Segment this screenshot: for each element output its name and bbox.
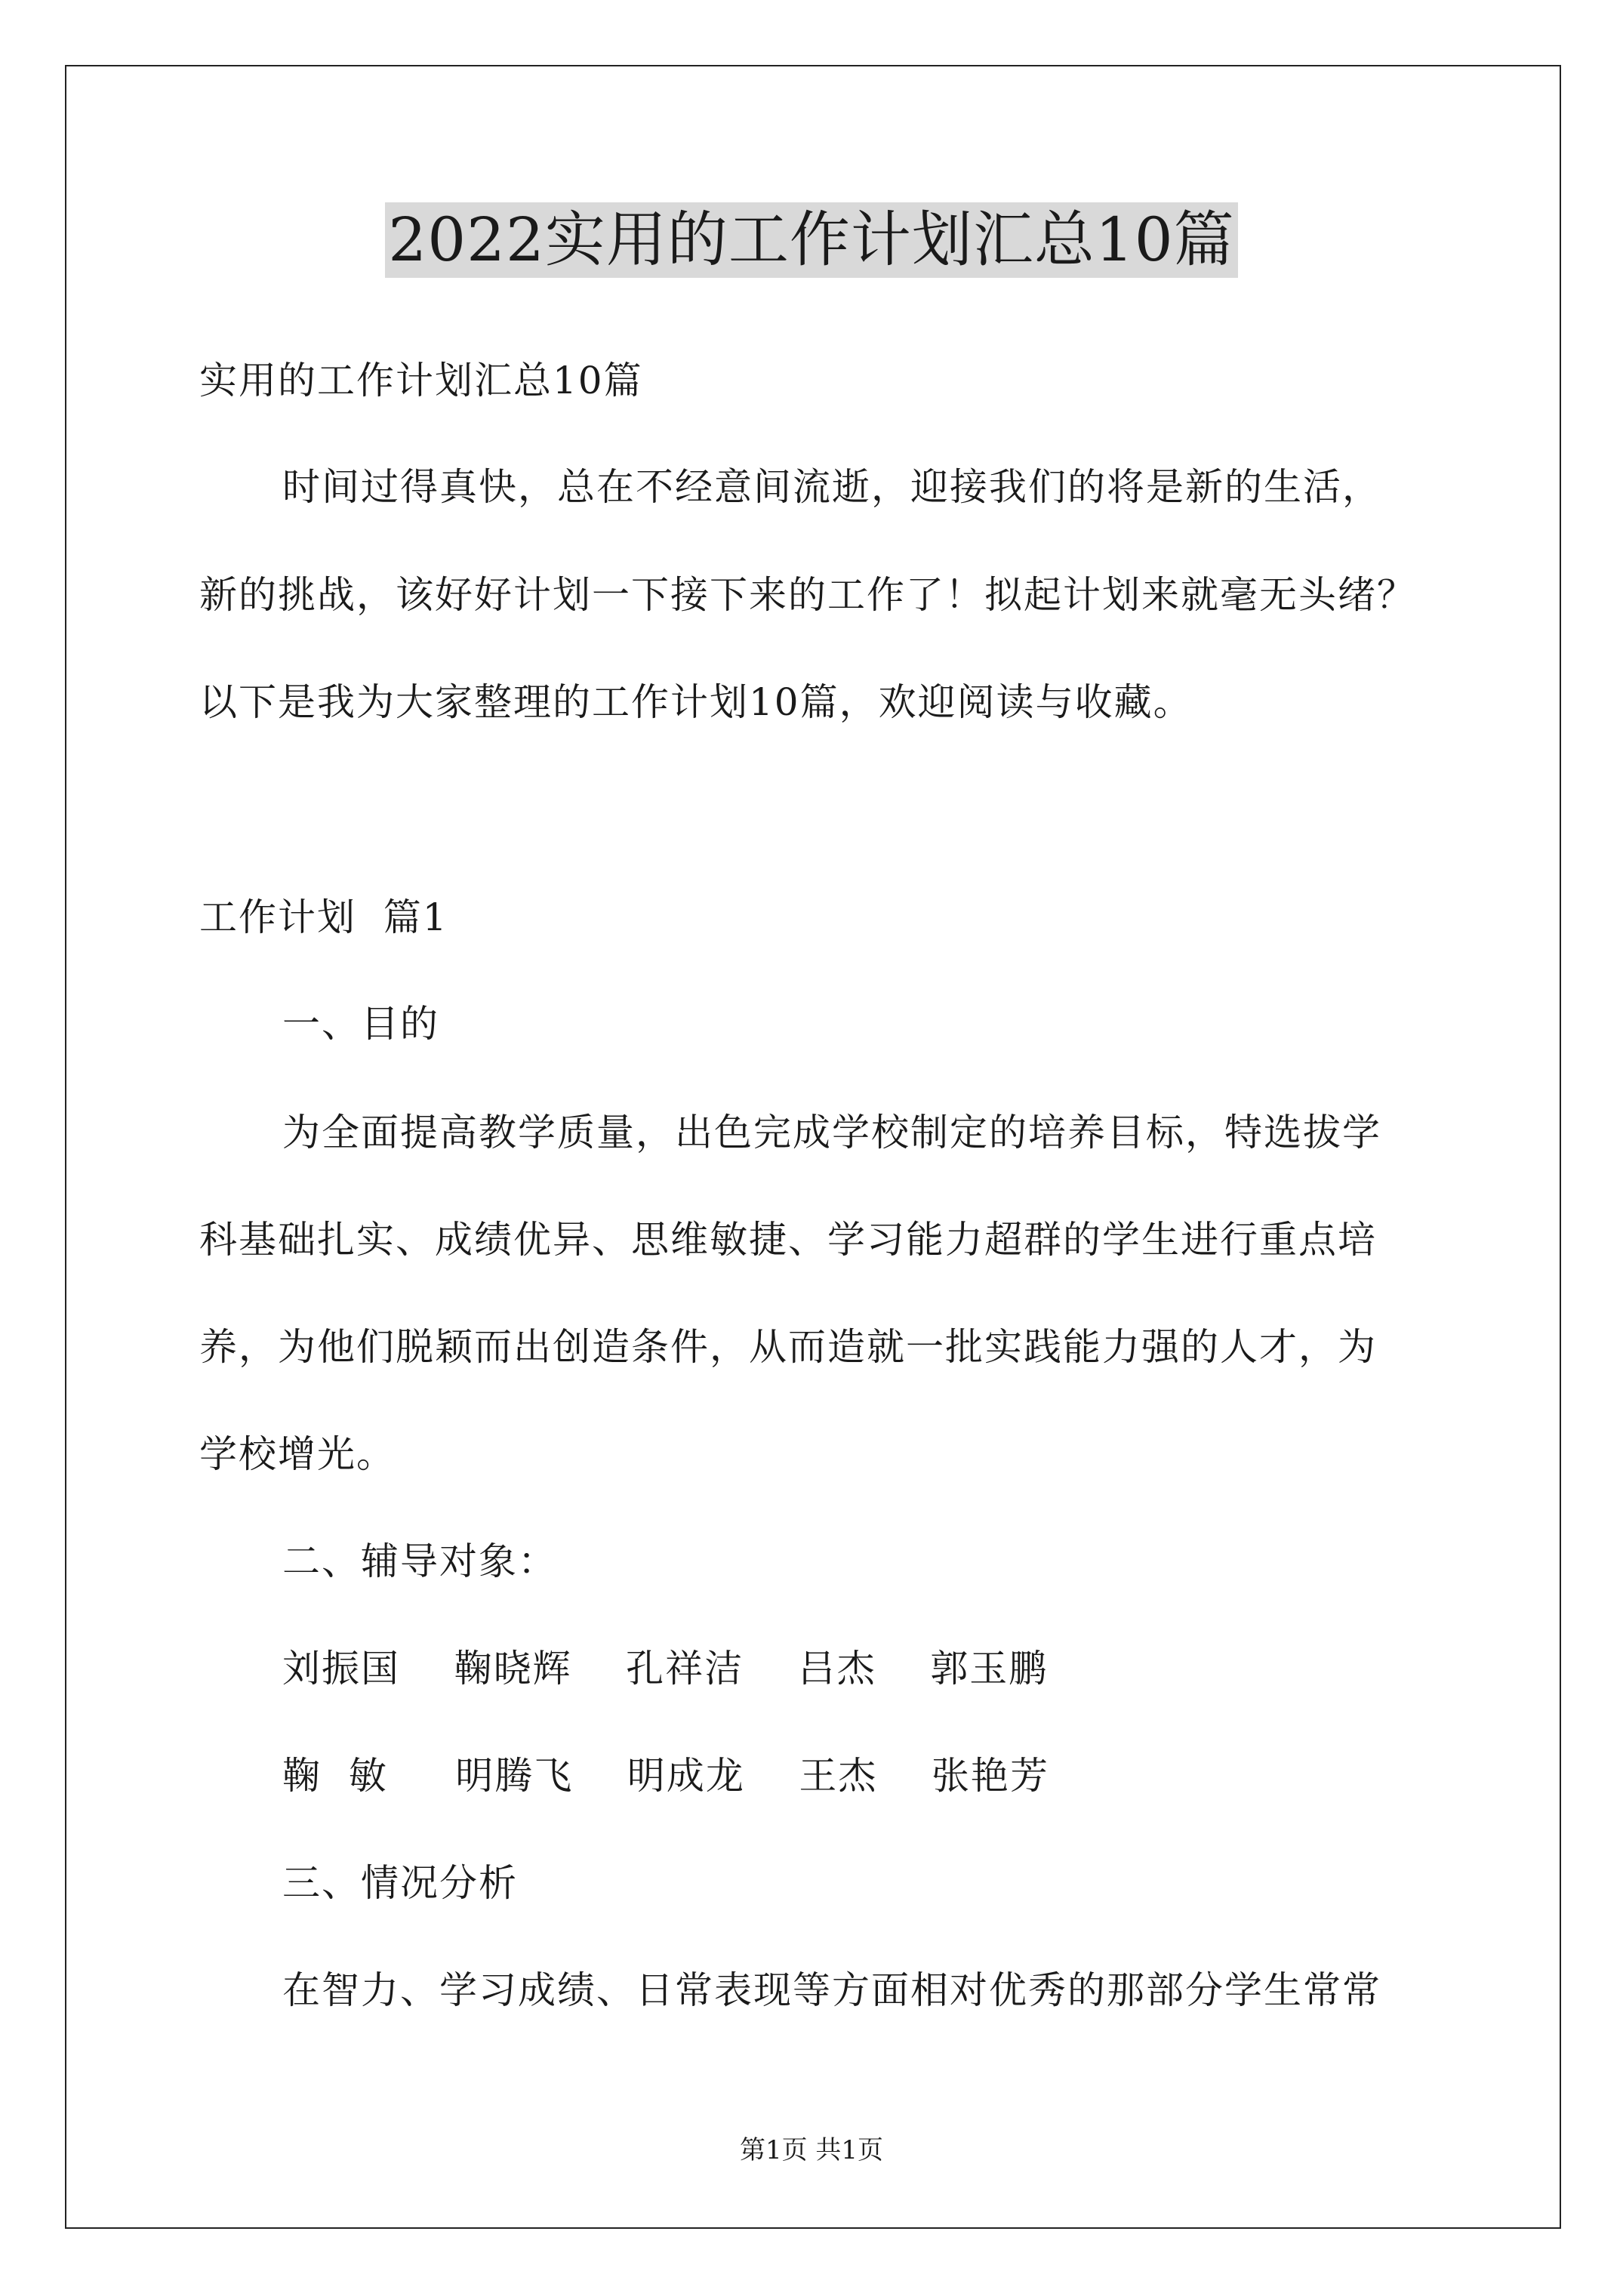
analysis-heading: 三、情况分析 <box>282 1861 518 1905</box>
purpose-heading: 一、目的 <box>282 1002 439 1046</box>
intro-line-1: 时间过得真快，总在不经意间流逝，迎接我们的将是新的生活， <box>282 465 1381 509</box>
targets-heading: 二、辅导对象： <box>282 1539 557 1583</box>
intro-line-2: 新的挑战，该好好计划一下接下来的工作了！拟起计划来就毫无头绪？ <box>199 573 1416 617</box>
students-row-1: 刘振国 鞠晓辉 孔祥洁 吕杰 郭玉鹏 <box>282 1647 1049 1690</box>
intro-line-3: 以下是我为大家整理的工作计划10篇，欢迎阅读与收藏。 <box>199 680 1193 724</box>
section-heading: 工作计划 篇1 <box>199 895 448 939</box>
title-container <box>0 202 1623 278</box>
purpose-text-line-1: 为全面提高教学质量，出色完成学校制定的培养目标，特选拔学 <box>282 1111 1381 1154</box>
analysis-text-line-1: 在智力、学习成绩、日常表现等方面相对优秀的那部分学生常常 <box>282 1968 1381 2012</box>
purpose-text-line-4: 学校增光。 <box>199 1432 396 1476</box>
document-title: 2022实用的工作计划汇总10篇 <box>385 202 1237 278</box>
document-subtitle: 实用的工作计划汇总10篇 <box>199 359 643 402</box>
purpose-text-line-3: 养，为他们脱颖而出创造条件，从而造就一批实践能力强的人才，为 <box>199 1325 1377 1369</box>
students-row-2: 鞠 敏 明腾飞 明成龙 王杰 张艳芳 <box>282 1754 1049 1798</box>
purpose-text-line-2: 科基础扎实、成绩优异、思维敏捷、学习能力超群的学生进行重点培 <box>199 1218 1377 1262</box>
page-footer: 第1页 共1页 <box>739 2135 884 2165</box>
